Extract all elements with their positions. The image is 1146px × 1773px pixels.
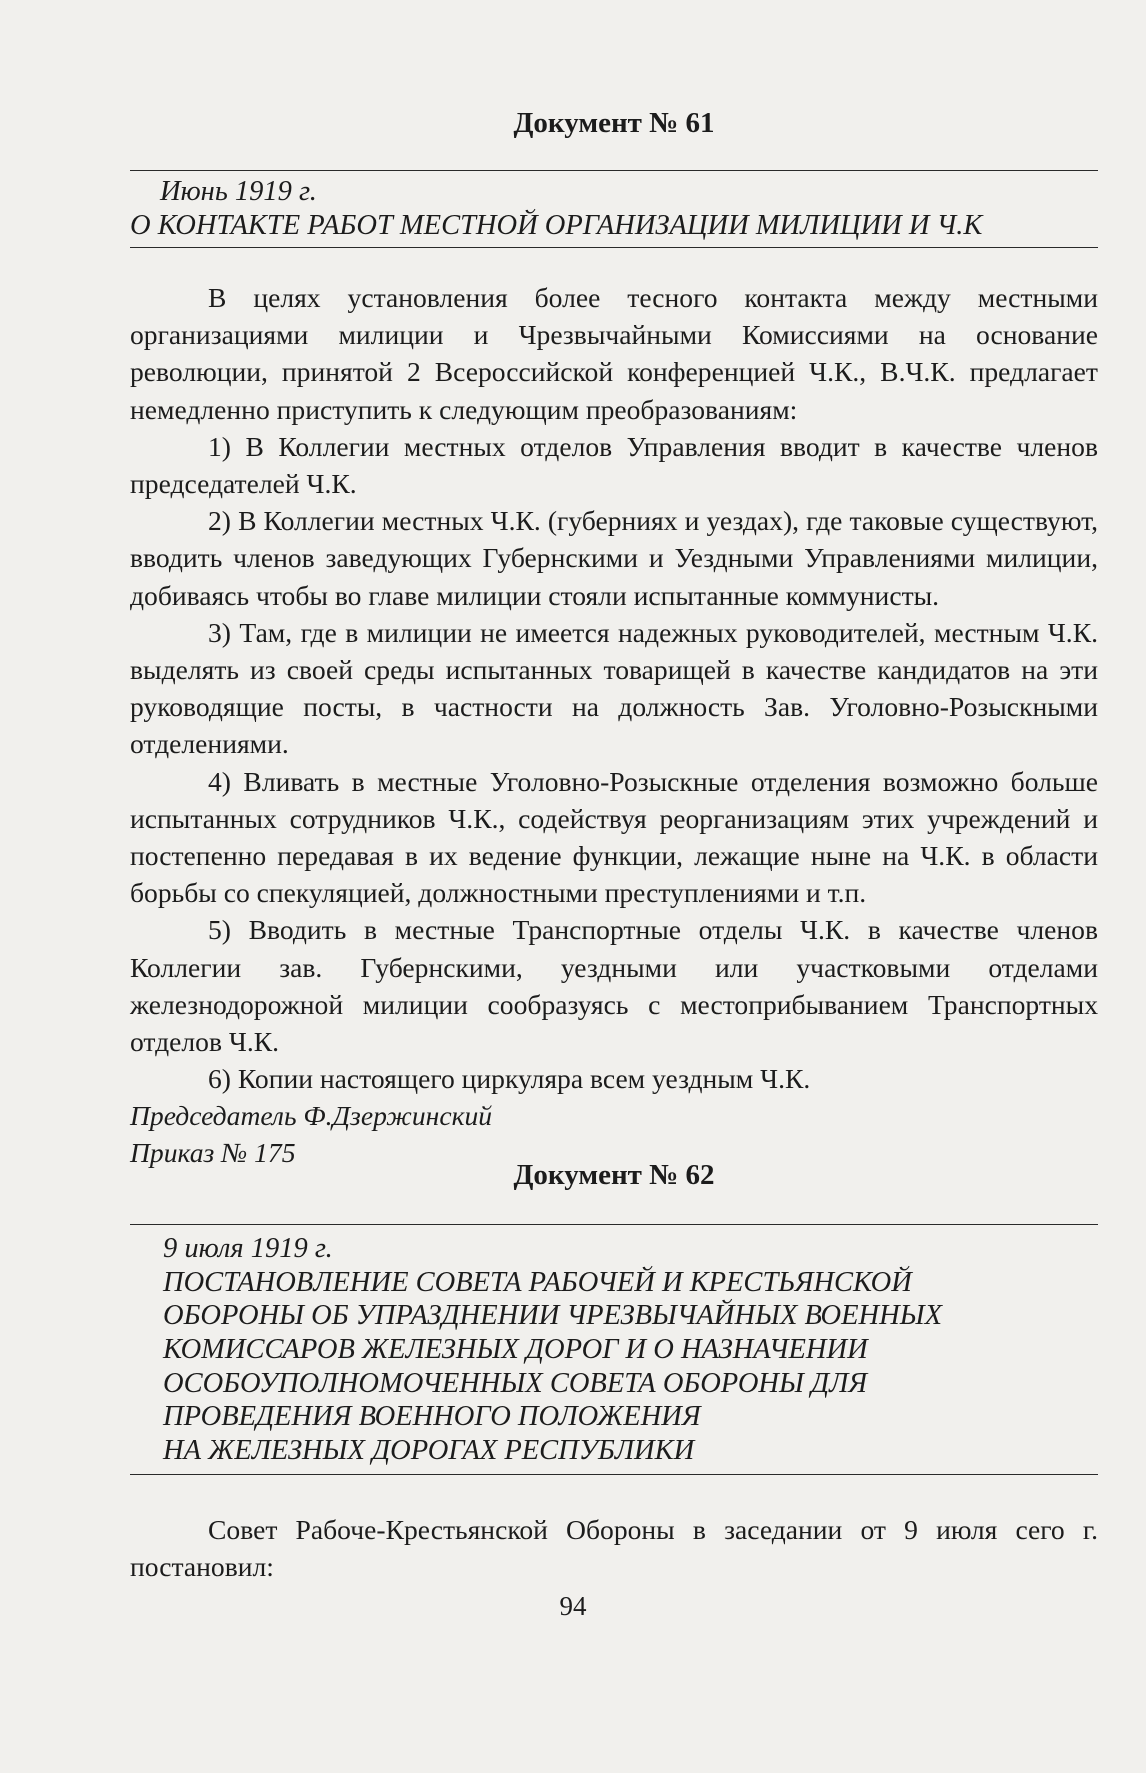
doc61-paragraph-3: 3) Там, где в милиции не имеется надежных руководителей, местным Ч.К. выделять из своей среды испытанных товарищей в качестве кандидатов на эти руководящие посты, в частности на должность Зав. Уголовно-Розыскными отделениями. <box>130 616 1098 760</box>
doc61-paragraph-6: 6) Копии настоящего циркуляра всем уездным Ч.К. <box>208 1063 811 1095</box>
doc61-paragraph-2: 2) В Коллегии местных Ч.К. (губерниях и уездах), где таковые существуют, вводить членов заведующих Губернскими и Уездными Управлениями милиции, добиваясь чтобы во главе милиции стояли испытанные коммунисты. <box>130 505 1098 611</box>
doc62-header <box>130 1158 1098 1193</box>
page-number: 94 <box>559 1591 587 1621</box>
doc61-paragraph-1: 1) В Коллегии местных отделов Управления вводит в качестве членов председателей Ч.К. <box>130 430 1098 500</box>
doc62-title-line-4: ОСОБОУПОЛНОМОЧЕННЫХ СОВЕТА ОБОРОНЫ ДЛЯ <box>163 1367 868 1399</box>
doc61-title: О КОНТАКТЕ РАБОТ МЕСТНОЙ ОРГАНИЗАЦИИ МИЛИЦИИ И Ч.К <box>130 209 983 241</box>
doc61-rule-top <box>130 170 1098 171</box>
doc62-rule-top <box>130 1224 1098 1225</box>
doc61-paragraph-5: 5) Вводить в местные Транспортные отделы Ч.К. в качестве членов Коллегии зав. Губернскими, уездными или участковыми отделами железнодорожной милиции сообразуясь с местоприбыванием Транспортных отделов Ч.К. <box>130 914 1098 1058</box>
doc62-body <box>130 1511 1098 1585</box>
doc61-paragraph-intro: В целях установления более тесного контакта между местными организациями милиции и Чрезвычайными Комиссиями на основание революции, принятой 2 Всероссийской конференцией Ч.К., В.Ч.К. предлагает немедленно приступить к следующим преобразованиям: <box>130 282 1098 425</box>
doc62-title-line-2: ОБОРОНЫ ОБ УПРАЗДНЕНИИ ЧРЕЗВЫЧАЙНЫХ ВОЕННЫХ <box>163 1300 942 1332</box>
doc61-header <box>130 106 1098 141</box>
doc62-title-line-5: ПРОВЕДЕНИЯ ВОЕННОГО ПОЛОЖЕНИЯ <box>163 1401 701 1433</box>
doc61-order-number: Приказ № 175 <box>130 1137 296 1169</box>
doc62-meta <box>163 1232 1098 1467</box>
doc62-title-line-3: КОМИССАРОВ ЖЕЛЕЗНЫХ ДОРОГ И О НАЗНАЧЕНИИ <box>163 1333 868 1365</box>
doc61-signature: Председатель Ф.Дзержинский <box>130 1100 493 1132</box>
doc61-paragraph-4: 4) Вливать в местные Уголовно-Розыскные отделения возможно больше испытанных сотрудников Ч.К., содействуя реорганизациям этих учреждений и постепенно передавая в их ведение функции, лежащие ныне на Ч.К. в области борьбы со спекуляцией, должностными преступлениями и т.п. <box>130 765 1098 909</box>
doc62-date: 9 июля 1919 г. <box>163 1233 333 1264</box>
doc62-title-line-1: ПОСТАНОВЛЕНИЕ СОВЕТА РАБОЧЕЙ И КРЕСТЬЯНСКОЙ <box>163 1266 912 1298</box>
doc62-paragraph: Совет Рабоче-Крестьянской Обороны в заседании от 9 июля сего г. постановил: <box>130 1514 1098 1583</box>
doc61-meta <box>130 175 1098 242</box>
doc61-heading: Документ № 61 <box>513 107 715 139</box>
doc61-body <box>130 279 1098 1171</box>
doc61-rule-bottom <box>130 247 1098 248</box>
doc62-rule-bottom <box>130 1474 1098 1475</box>
doc62-heading: Документ № 62 <box>513 1159 715 1191</box>
doc61-date: Июнь 1919 г. <box>160 176 317 207</box>
doc62-title-line-6: НА ЖЕЛЕЗНЫХ ДОРОГАХ РЕСПУБЛИКИ <box>163 1434 695 1466</box>
